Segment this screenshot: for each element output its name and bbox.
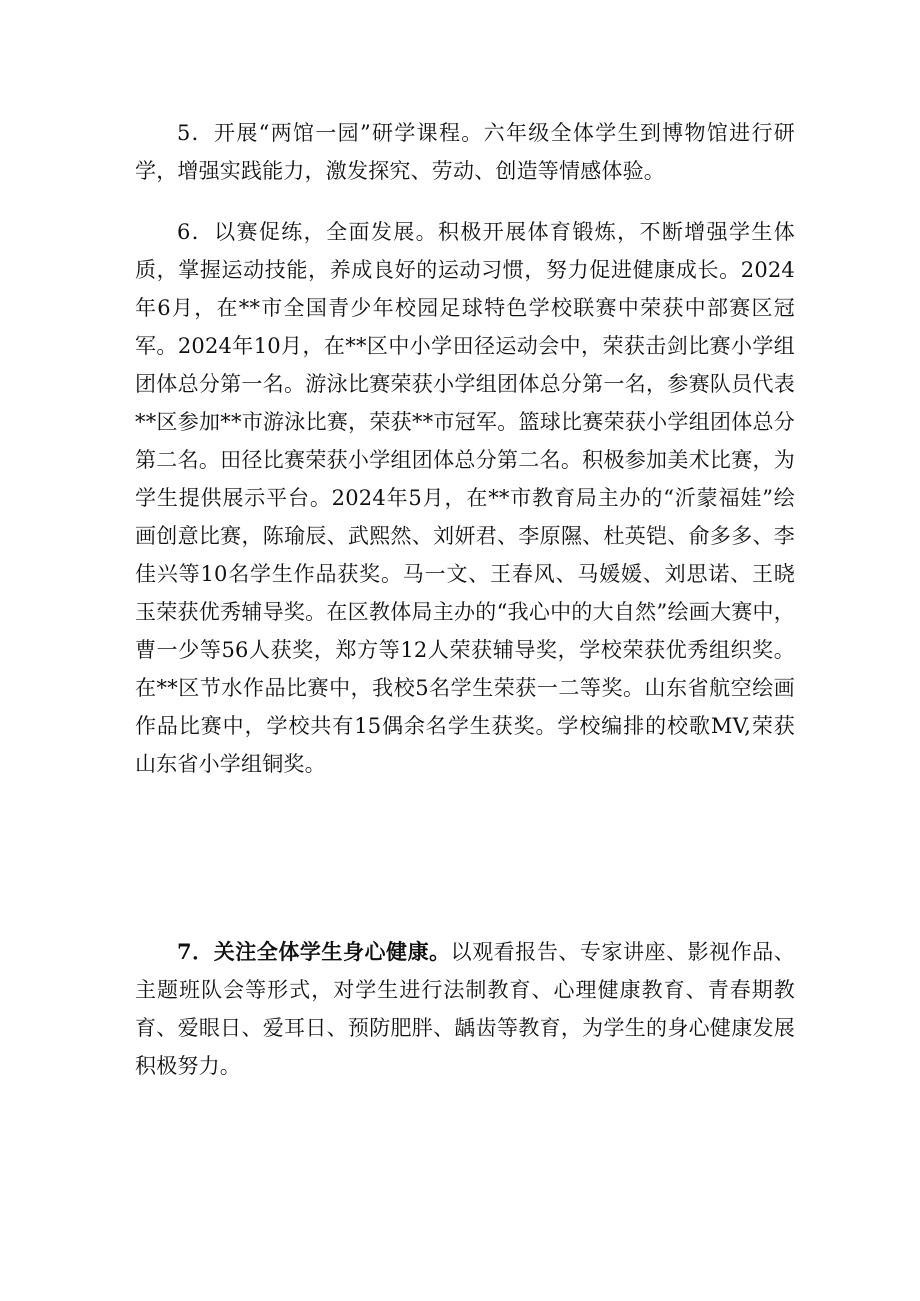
paragraph-5: [135, 114, 795, 190]
paragraph-5-body: 六年级全体学生到博物馆进行研学，增强实践能力，激发探究、劳动、创造等情感体验。: [135, 121, 795, 183]
paragraph-7-body: 以观看报告、专家讲座、影视作品、主题班队会等形式，对学生进行法制教育、心理健康教育、青春期教育、爱眼日、爱耳日、预防肥胖、龋齿等教育，为学生的身心健康发展积极努力。: [135, 940, 796, 1078]
paragraph-5-heading: 5．开展“两馆一园”研学课程。: [177, 121, 484, 145]
paragraph-6-heading: 6．以赛促练，全面发展。: [177, 220, 438, 244]
paragraph-7-heading: 7．关注全体学生身心健康。: [177, 939, 451, 964]
paragraph-7: [135, 933, 795, 1085]
paragraph-6: [135, 213, 795, 783]
paragraph-6-body: 积极开展体育锻炼，不断增强学生体质，掌握运动技能，养成良好的运动习惯，努力促进健康成长。2024年6月，在**市全国青少年校园足球特色学校联赛中荣获中部赛区冠军。2024年10月，在**区中小学田径运动会中，荣获击剑比赛小学组团体总分第一名。游泳比赛荣获小学组团体总分第一名，参赛队员代表**区参加**市游泳比赛，荣获**市冠军。篮球比赛荣获小学组团体总分第二名。田径比赛荣获小学组团体总分第二名。积极参加美术比赛，为学生提供展示平台。2024年5月，在**市教育局主办的“沂蒙福娃”绘画创意比赛，陈瑜辰、武熙然、刘妍君、李原隰、杜英铠、俞多多、李佳兴等10名学生作品获奖。马一文、王春风、马媛媛、刘思诺、王晓玉荣获优秀辅导奖。在区教体局主办的“我心中的大自然”绘画大赛中，曹一少等56人获奖，郑方等12人荣获辅导奖，学校荣获优秀组织奖。在**区节水作品比赛中，我校5名学生荣获一二等奖。山东省航空绘画作品比赛中，学校共有15偶余名学生获奖。学校编排的校歌MV,荣获山东省小学组铜奖。: [135, 220, 795, 776]
